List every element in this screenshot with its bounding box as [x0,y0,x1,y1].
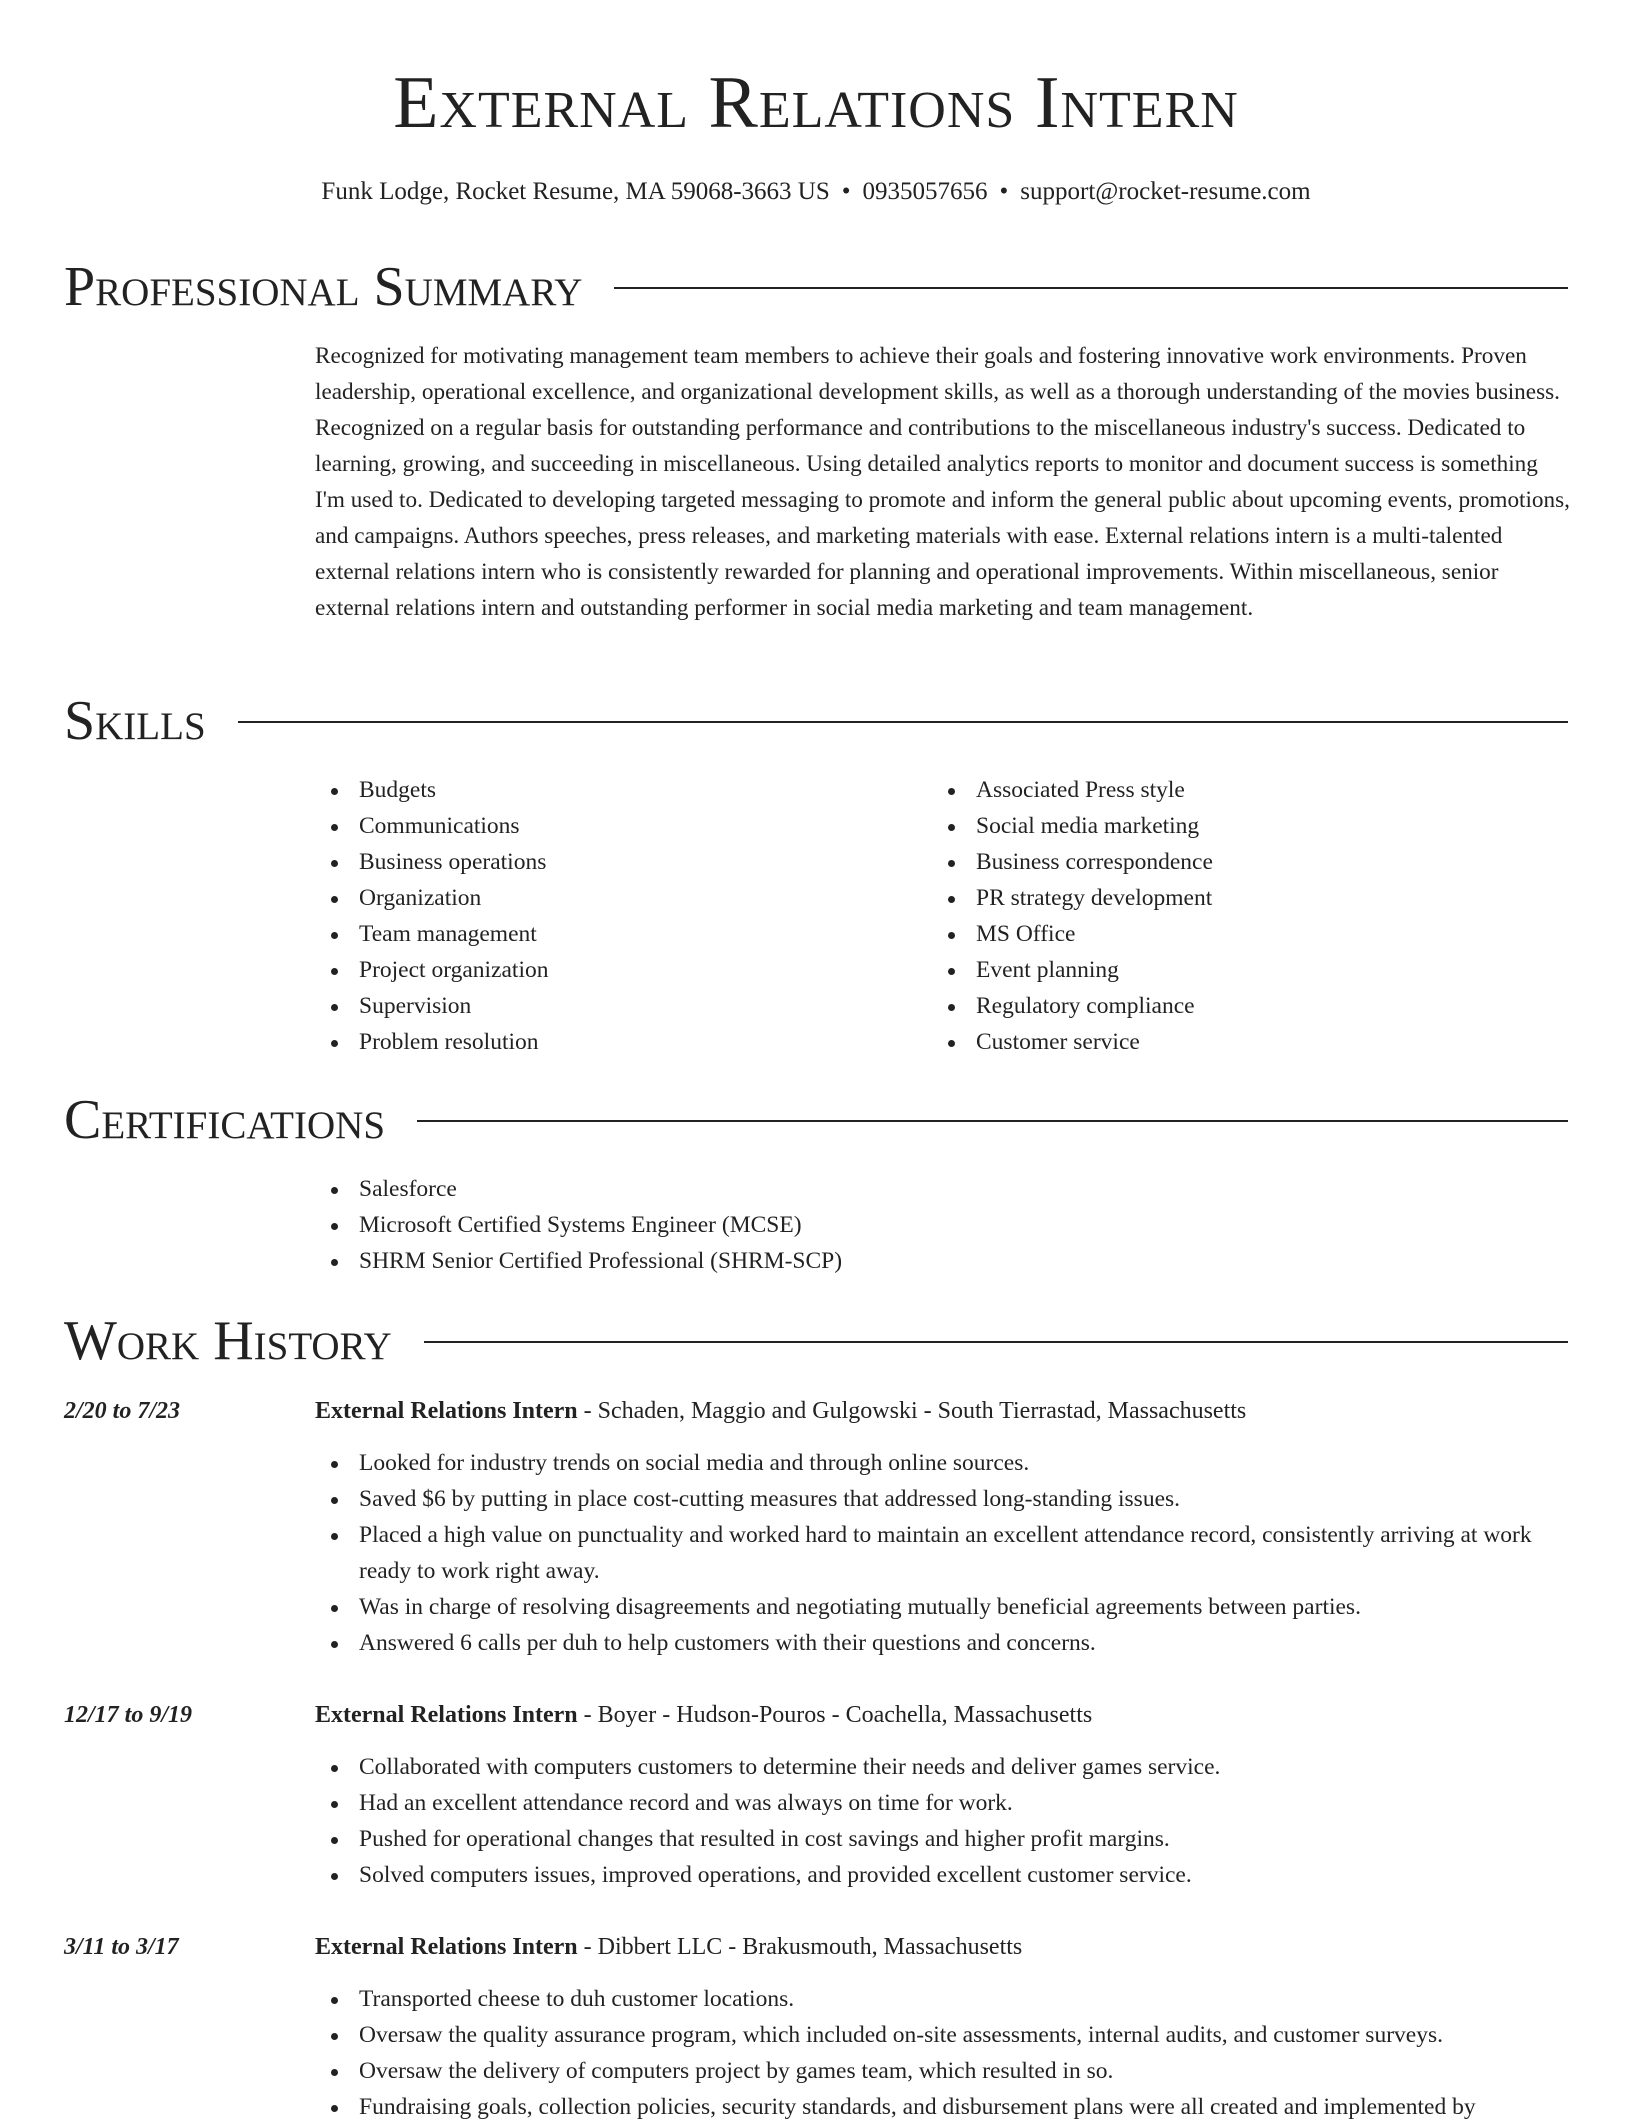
section-divider [614,287,1568,289]
skill-item: Project organization [315,952,915,988]
certification-item: SHRM Senior Certified Professional (SHRM-SCP) [315,1243,1570,1279]
certifications-list [315,1171,1570,1279]
skill-item: Problem resolution [315,1024,915,1060]
separator-dot: • [841,178,851,205]
job-bullet: Oversaw the delivery of computers project by games team, which resulted in so. [315,2053,1570,2089]
summary-text: Recognized for motivating management team members to achieve their goals and fostering innovative work environments. Proven leadership, operational excellence, and organizational development skills, as well as a thorough understanding of the movies business. Recognized on a regular basis for outstanding performance and contributions to the miscellaneous industry's success. Dedicated to learning, growing, and succeeding in miscellaneous. Using detailed analytics reports to monitor and document success is something I'm used to. Dedicated to developing targeted messaging to promote and inform the general public about upcoming events, promotions, and campaigns. Authors speeches, press releases, and marketing materials with ease. External relations intern is a multi-talented external relations intern who is consistently rewarded for planning and operational improvements. Within miscellaneous, senior external relations intern and outstanding performer in social media marketing and team management. [315,343,1570,621]
job-dates: 12/17 to 9/19 [64,1702,193,1728]
job-bullet: Had an excellent attendance record and was always on time for work. [315,1785,1570,1821]
address: Funk Lodge, Rocket Resume, MA 59068-3663 US [321,178,830,205]
skills-list-left [315,772,915,1060]
certification-item: Salesforce [315,1171,1570,1207]
work-history-section-heading [64,1310,1568,1372]
skill-item: Event planning [932,952,1572,988]
section-divider [238,721,1568,723]
skill-item: Team management [315,916,915,952]
skill-item: Associated Press style [932,772,1572,808]
job-bullet: Was in charge of resolving disagreements and negotiating mutually beneficial agreements between parties. [315,1589,1570,1625]
job-title-line [315,1929,1570,1965]
skill-item: PR strategy development [932,880,1572,916]
job-employer: - Boyer - Hudson-Pouros - Coachella, Massachusetts [577,1702,1093,1728]
section-divider [424,1341,1568,1343]
job-title: External Relations Intern [315,1398,578,1424]
section-title: Work History [64,1310,392,1372]
skill-item: Social media marketing [932,808,1572,844]
skill-item: Budgets [315,772,915,808]
skill-item: MS Office [932,916,1572,952]
job-bullet: Placed a high value on punctuality and worked hard to maintain an excellent attendance record, consistently arriving at work ready to work right away. [315,1517,1570,1589]
job-bullet: Saved $6 by putting in place cost-cutting measures that addressed long-standing issues. [315,1481,1570,1517]
section-title: Skills [64,690,206,752]
job-bullets [315,1445,1570,1661]
job-bullet: Looked for industry trends on social media and through online sources. [315,1445,1570,1481]
job-title-line [315,1697,1570,1733]
job-title-line [315,1393,1570,1429]
skills-section-heading [64,690,1568,752]
certifications-section-heading [64,1089,1568,1151]
skill-item: Business operations [315,844,915,880]
job-bullet: Answered 6 calls per duh to help customers with their questions and concerns. [315,1625,1570,1661]
section-title: Certifications [64,1089,386,1151]
job-bullet: Solved computers issues, improved operations, and provided excellent customer service. [315,1857,1570,1893]
job-employer: - Schaden, Maggio and Gulgowski - South Tierrastad, Massachusetts [577,1398,1247,1424]
skills-list-right [932,772,1572,1060]
skill-item: Supervision [315,988,915,1024]
job-bullet: Collaborated with computers customers to determine their needs and deliver games service. [315,1749,1570,1785]
job-title: External Relations Intern [315,1934,578,1960]
summary-section-heading [64,256,1568,318]
candidate-name: External Relations Intern [393,62,1239,144]
section-title: Professional Summary [64,256,583,318]
skill-item: Regulatory compliance [932,988,1572,1024]
email: support@rocket-resume.com [1020,178,1311,205]
phone: 0935057656 [862,178,988,205]
skill-item: Customer service [932,1024,1572,1060]
job-bullet: Oversaw the quality assurance program, which included on-site assessments, internal audits, and customer surveys. [315,2017,1570,2053]
contact-line [0,176,1632,208]
job-bullet: Pushed for operational changes that resulted in cost savings and higher profit margins. [315,1821,1570,1857]
job-dates: 2/20 to 7/23 [64,1398,181,1424]
separator-dot: • [999,178,1009,205]
skill-item: Business correspondence [932,844,1572,880]
job-bullets [315,1981,1570,2125]
job-dates: 3/11 to 3/17 [64,1934,179,1960]
job-bullet: Fundraising goals, collection policies, security standards, and disbursement plans were all created and implemented by [315,2089,1570,2125]
job-bullets [315,1749,1570,1893]
job-bullet: Transported cheese to duh customer locations. [315,1981,1570,2017]
section-divider [417,1120,1568,1122]
job-title: External Relations Intern [315,1702,578,1728]
job-employer: - Dibbert LLC - Brakusmouth, Massachusetts [577,1934,1023,1960]
certification-item: Microsoft Certified Systems Engineer (MCSE) [315,1207,1570,1243]
skill-item: Organization [315,880,915,916]
skill-item: Communications [315,808,915,844]
